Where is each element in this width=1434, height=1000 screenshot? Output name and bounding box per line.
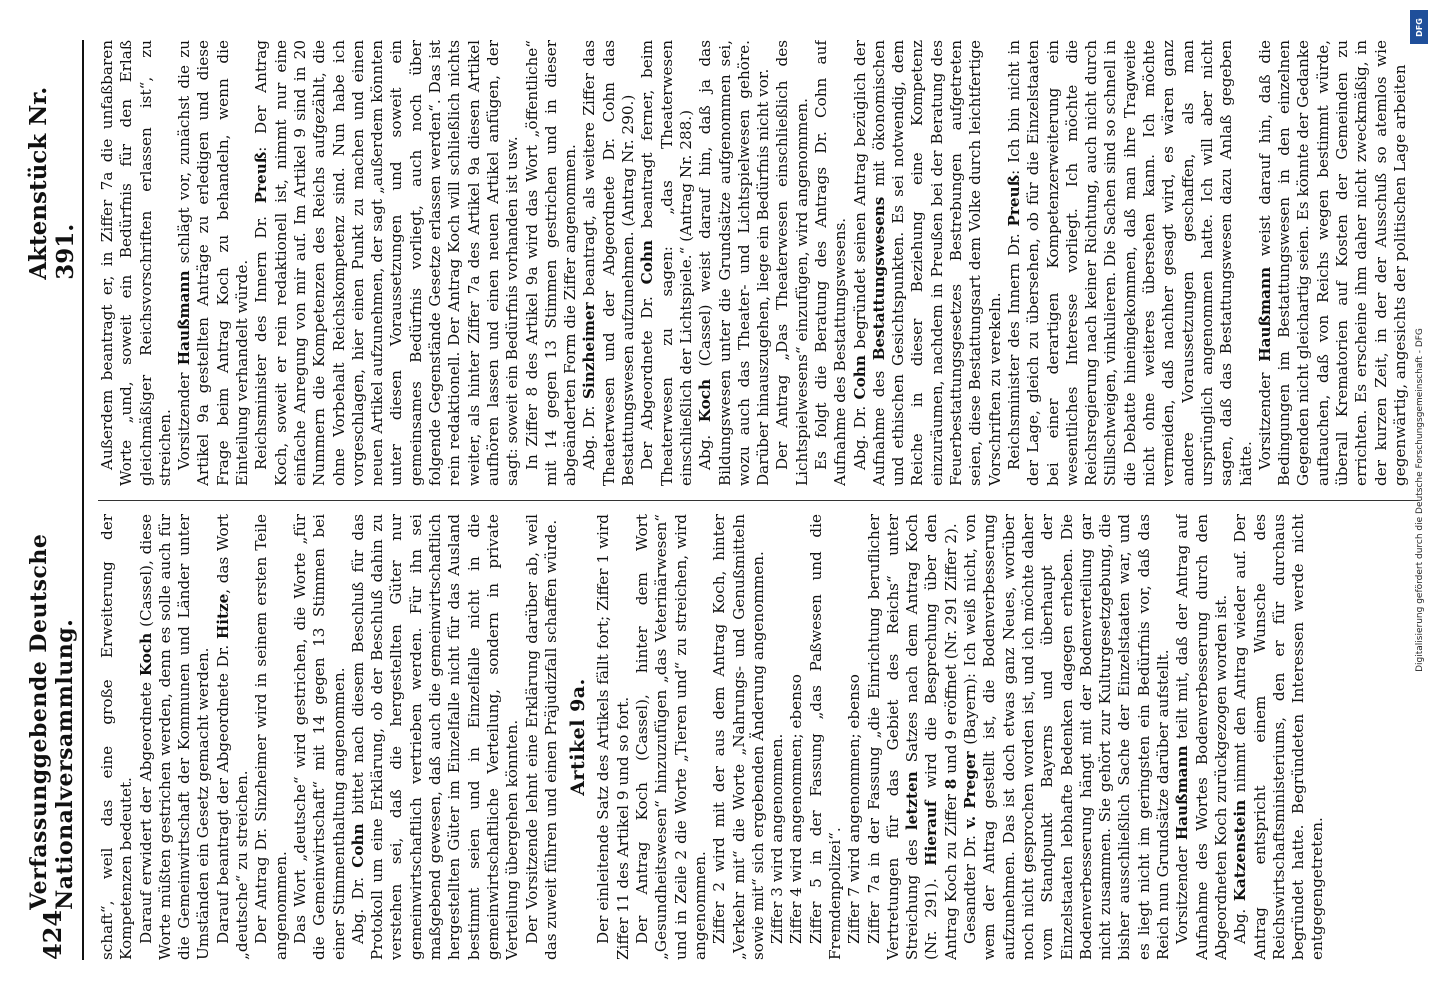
speaker-name: Cohn bbox=[850, 355, 869, 400]
dfg-logo: DFG bbox=[1410, 10, 1428, 44]
speaker-name: Hitze bbox=[213, 593, 232, 640]
paragraph: Ziffer 7a in der Fassung „die Einrichtung beruflicher Vertretungen für das Gebiet des Reichs“ unter Streichung des letzten Satzes nach dem Antrag Koch (Nr. 291). Hierauf wird die Besprechung über den Antrag Koch zu Ziffer 8 und 9 eröffnet (Nr. 291 Ziffer 2). bbox=[864, 514, 960, 960]
paragraph: Ziffer 2 wird mit der aus dem Antrag Koch, hinter „Verkehr mit“ die Worte „Nahrungs- und Genußmitteln sowie mit“ sich ergebenden Änderung angenommen. bbox=[710, 514, 767, 960]
paragraph: Ziffer 5 in der Fassung „das Paßwesen und die Fremdenpolizei“. bbox=[806, 514, 844, 960]
right-column bbox=[98, 40, 1418, 486]
paragraph: Der Antrag Koch (Cassel), hinter dem Wort „Gesundheitswesen“ hinzuzufügen „das Veterinärwesen“ und in Zeile 2 die Worte „Tieren und“ zu streichen, wird angenommen. bbox=[633, 514, 709, 960]
paragraph: Reichsminister des Innern Dr. Preuß: Ich bin nicht in der Lage, gleich zu übersehen, ob für die Einzelstaaten bei einer derartigen Kompetenzerweiterung ein wesentliches Interesse vorliegt. Ich möchte die Reichsregierung nach keiner Richtung, auch nicht durch Stillschweigen, vinkulieren. Die Sachen sind so schnell in die Debatte hineingekommen, daß man ihre Tragweite nicht ohne weiteres übersehen kann. Ich möchte vermeiden, daß nachher gesagt wird, es wären ganz andere Voraussetzungen geschaffen, als man ursprünglich angenommen hatte. Ich will aber nicht sagen, daß das Bestattungswesen dazu Anlaß gegeben hätte. bbox=[1004, 40, 1255, 486]
paragraph: Ziffer 3 wird angenommen. bbox=[768, 733, 787, 944]
paragraph: Reichsminister des Innern Dr. Preuß: Der Antrag Koch, soweit er rein redaktionell ist, nimmt nur eine einfache Anregung von mir auf. Im Artikel 9 sind in 20 Nummern die Kompetenzen des Reichs aufgezählt, die ohne Vorbehalt Reichskompetenz sind. Nun habe ich vorgeschlagen, hier einen Punkt zu machen und einen neuen Artikel aufzunehmen, der sagt „außerdem könnten unter diesen Voraussetzungen und soweit ein gemeinsames Bedürfnis vorliegt, auch noch über folgende Gegenstände Gesetze erlassen werden“. Das ist rein redaktionell. Der Antrag Koch will schließlich nichts weiter, als hinter Ziffer 7a des Artikel 9a diesen Artikel aufhören lassen und einen neuen Artikel anfügen, der sagt: soweit ein Bedürfnis vorhanden ist usw. bbox=[252, 40, 522, 486]
document-title: Verfassunggebende Deutsche Nationalversammlung. bbox=[26, 533, 78, 910]
speaker-name: Haußmann bbox=[1173, 745, 1192, 841]
left-column bbox=[98, 514, 1418, 960]
paragraph: Vorsitzender Haußmann schlägt vor, zunächst die zu Artikel 9a gestellten Anträge zu erledigen und diese Frage beim Antrag Koch zu behandeln, wenn die Einteilung verhandelt würde. bbox=[175, 40, 252, 486]
paragraph: Darauf erwidert der Abgeordnete Koch (Cassel), diese Worte müßten gestrichen werden, denn es solle auch für die Gemeinwirtschaft der Kommunen und Länder unter Umständen ein Gesetz gemacht werden. bbox=[136, 514, 213, 960]
paragraph: Der Antrag Dr. Sinzheimer wird in seinem ersten Teile angenommen. bbox=[252, 514, 290, 960]
speaker-name: Katzenstein bbox=[1231, 799, 1250, 902]
paragraph: Abg. Dr. Cohn bittet nach diesem Beschluß für das Protokoll um eine Erklärung, ob der Beschluß dahin zu verstehen sei, daß die hergestellten Güter nur gemeinwirtschaftlich vertrieben werden. Für ihn sei maßgebend gewesen, daß auch die gemeinwirtschaftlich hergestellten Güter im Einzelfalle nicht für das Ausland bestimmt seien und in Einzelfalle nicht in die gemeinwirtschaftliche Verteilung, sondern in private Verteilung übergehen könnten. bbox=[348, 514, 522, 960]
section-heading: Artikel 9a. bbox=[567, 678, 590, 796]
paragraph: Abg. Dr. Cohn begründet seinen Antrag bezüglich der Aufnahme des Bestattungswesens mit ökonomischen und ethischen Gesichtspunkten. Es sei notwendig, dem Reiche in dieser Beziehung eine Kompetenz einzuräumen, nachdem in Preußen bei der Beratung des Feuerbestattungsgesetzes Bestrebungen aufgetreten seien, diese Bestattungsart dem Volke durch leichtfertige Vorschriften zu verekeln. bbox=[850, 40, 1004, 486]
paragraph: Ziffer 4 wird angenommen; ebenso bbox=[787, 674, 806, 944]
funding-credit: Digitalisierung gefördert durch die Deutsche Forschungsgemeinschaft - DFG bbox=[1415, 328, 1425, 672]
paragraph: Ziffer 7 wird angenommen; ebenso bbox=[845, 674, 864, 944]
speaker-name: Preuß bbox=[1004, 174, 1023, 227]
paragraph: Der Antrag „Das Theaterwesen einschließlich des Lichtspielwesens“ einzufügen, wird angenommen. bbox=[773, 40, 811, 486]
page-number: 424 bbox=[37, 909, 67, 960]
paragraph: Es folgt die Beratung des Antrags Dr. Cohn auf Aufnahme des Bestattungswesens. bbox=[811, 40, 850, 486]
paragraph: Der Abgeordnete Dr. Cohn beantragt ferner, beim Theaterwesen zu sagen: „das Theaterwesen einschließlich der Lichtspiele.“ (Antrag Nr. 288.) bbox=[638, 40, 695, 486]
page-header bbox=[22, 40, 84, 960]
speaker-name: Cohn bbox=[348, 823, 367, 868]
paragraph: Gesandter Dr. v. Preger (Bayern): Ich weiß nicht, von wem der Antrag gestellt ist, die Bodenverbesserung aufzunehmen. Das ist doch etwas ganz Neues, worüber noch nicht gesprochen worden ist, und ich möchte daher vom Standpunkt Bayerns und überhaupt der Einzelstaaten lebhafte Bedenken dagegen erheben. Die Bodenverbesserung hängt mit der Bodenverteilung gar nicht zusammen. Sie gehört zur Kulturgesetzgebung, die bisher ausschließlich Sache der Einzelstaaten war, und es liegt nicht im geringsten ein Bedürfnis vor, daß das Reich nun Grundsätze darüber aufstellt. bbox=[961, 514, 1173, 960]
paragraph: Vorsitzender Haußmann teilt mit, daß der Antrag auf Aufnahme des Wortes Bodenverbesserung durch den Abgeordneten Koch zurückgezogen worden ist. bbox=[1173, 514, 1230, 960]
speaker-name: Koch bbox=[696, 378, 715, 423]
paragraph: Der Vorsitzende lehnt eine Erklärung darüber ab, weil das zuweit führen und einen Präjudizfall schaffen würde. bbox=[522, 514, 560, 960]
speaker-name: Sinzheimer bbox=[580, 302, 599, 400]
column-divider bbox=[98, 500, 1418, 501]
paragraph: Abg. Koch (Cassel) weist darauf hin, daß ja das Bildungswesen unter die Grundsätze aufgenommen sei, wozu auch das Theater- und Lichtspielwesen gehöre. Darüber hinauszugehen, liege ein Bedürfnis nicht vor. bbox=[696, 40, 773, 486]
paragraph: In Ziffer 8 des Artikel 9a wird das Wort „öffentliche“ mit 14 gegen 13 Stimmen gestrichen und in dieser abgeänderten Form die Ziffer angenommen. bbox=[522, 40, 580, 486]
speaker-name: v. Preger bbox=[961, 751, 980, 829]
speaker-name: Preuß bbox=[252, 151, 271, 204]
paragraph: Das Wort „deutsche“ wird gestrichen, die Worte „für die Gemeinwirtschaft“ mit 14 gegen 13 Stimmen bei einer Stimmenthaltung angenommen. bbox=[290, 514, 348, 960]
paragraph: schaft“, weil das eine große Erweiterung der Kompetenzen bedeutet. bbox=[98, 514, 136, 960]
digitization-sidebar bbox=[1408, 0, 1432, 1000]
paragraph: Abg. Katzenstein nimmt den Antrag wieder auf. Der Antrag entspricht einem Wunsche des Reichswirtschaftsministeriums, den er für durchaus begründet hatte. Begründeten Interessen werde nicht entgegengetreten. bbox=[1231, 514, 1327, 960]
paragraph: Der einleitende Satz des Artikels fällt fort; Ziffer 1 wird Ziffer 11 des Artikel 9 und so fort. bbox=[594, 514, 632, 960]
speaker-name: Cohn bbox=[638, 240, 657, 285]
speaker-name: Haußmann bbox=[175, 270, 194, 366]
document-number: Aktenstück Nr. 391. bbox=[25, 86, 79, 280]
speaker-name: Koch bbox=[136, 632, 155, 677]
speaker-name: Haußmann bbox=[1255, 266, 1274, 362]
paragraph: Abg. Dr. Sinzheimer beantragt, als weitere Ziffer das Theaterwesen und der Abgeordnete Dr. Cohn das Bestattungswesen aufzunehmen. (Antrag Nr. 290.) bbox=[580, 40, 638, 486]
paragraph: Außerdem beantragt er, in Ziffer 7a die unfaßbaren Worte „und, soweit ein Bedürfnis für den Erlaß gleichmäßiger Reichsvorschriften erlassen ist“, zu streichen. bbox=[98, 40, 174, 486]
paragraph: Vorsitzender Haußmann weist darauf hin, daß die Bedingungen im Bestattungswesen in den einzelnen Gegenden nicht gleichartig seien. Es könnte der Gedanke auftauchen, daß von Reichs wegen bestimmt würde, überall Krematorien auf Kosten der Gemeinden zu errichten. Es erscheine ihm daher nicht zweckmäßig, in der kurzen Zeit, in der der Ausschuß so atemlos wie gegenwärtig, angesichts der politischen Lage arbeiten bbox=[1255, 40, 1409, 486]
paragraph: Darauf beantragt der Abgeordnete Dr. Hitze, das Wort „deutsche“ zu streichen. bbox=[213, 514, 252, 960]
